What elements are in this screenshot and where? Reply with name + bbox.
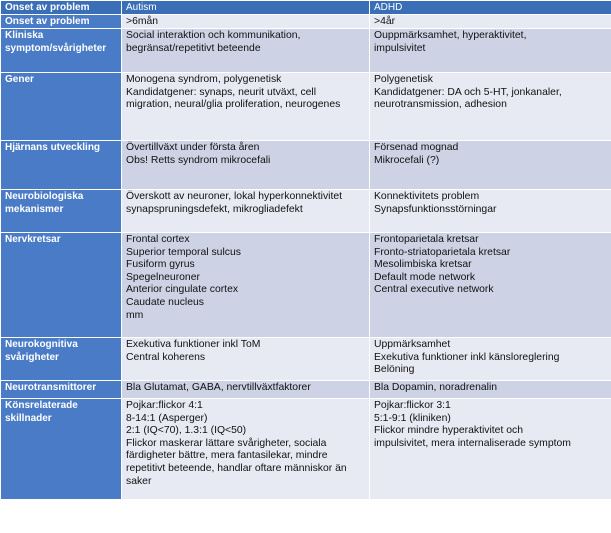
autism-line: Central koherens	[126, 351, 206, 363]
table-row	[1, 141, 611, 190]
row-label-line: Könsrelaterade	[5, 400, 78, 412]
adhd-line: Flickor mindre hyperaktivitet och	[374, 425, 523, 437]
table-row	[1, 338, 611, 381]
header-label: Onset av problem	[5, 2, 90, 13]
adhd-cell	[370, 190, 611, 233]
autism-line: Frontal cortex	[126, 234, 190, 246]
autism-line: Social interaktion och kommunikation,	[126, 30, 301, 42]
adhd-line: Uppmärksamhet	[374, 339, 451, 351]
row-label-line: Neurotransmittorer	[5, 382, 97, 394]
table-row	[1, 14, 611, 29]
header-adhd-cell	[370, 1, 611, 15]
autism-line: Kandidatgener: synaps, neurit utväxt, cell	[126, 86, 317, 98]
autism-line: Bla Glutamat, GABA, nervtillväxtfaktorer	[126, 382, 311, 394]
adhd-cell	[370, 73, 611, 141]
autism-cell	[122, 73, 370, 141]
adhd-line: Fronto-striatoparietala kretsar	[374, 246, 511, 258]
autism-line: Övertillväxt under första åren	[126, 142, 260, 154]
autism-line: Obs! Retts syndrom mikrocefali	[126, 154, 271, 166]
autism-line: Pojkar:flickor 4:1	[126, 400, 203, 412]
row-label-line: Kliniska	[5, 30, 44, 42]
adhd-line: Synapsfunktionsstörningar	[374, 203, 497, 215]
autism-cell	[122, 399, 370, 500]
autism-line: saker	[126, 475, 152, 487]
adhd-line: impulsivitet	[374, 42, 426, 54]
autism-line: mm	[126, 309, 144, 321]
adhd-line: Konnektivitets problem	[374, 191, 480, 203]
adhd-line: Frontoparietala kretsar	[374, 234, 479, 246]
autism-line: Monogena syndrom, polygenetisk	[126, 74, 282, 86]
adhd-line: Central executive network	[374, 284, 494, 296]
row-label-line: Onset av problem	[5, 15, 90, 27]
autism-line: migration, neural/glia proliferation, neurogenes	[126, 99, 341, 111]
row-label-line: Nervkretsar	[5, 234, 61, 246]
adhd-cell	[370, 29, 611, 73]
autism-line: färdigheter bättre, mera fantasilekar, mindre	[126, 450, 328, 462]
autism-line: repetitivt beteende, handlar oftare människor än	[126, 463, 347, 475]
header-row	[1, 1, 611, 15]
row-label-line: Neurobiologiska	[5, 191, 84, 203]
column-header-adhd: ADHD	[374, 2, 403, 13]
adhd-line: Ouppmärksamhet, hyperaktivitet,	[374, 30, 527, 42]
autism-cell	[122, 233, 370, 338]
table-row	[1, 190, 611, 233]
row-label-line: skillnader	[5, 412, 52, 424]
adhd-line: Pojkar:flickor 3:1	[374, 400, 451, 412]
autism-line: Superior temporal sulcus	[126, 246, 241, 258]
autism-line: Fusiform gyrus	[126, 259, 195, 271]
autism-line: 2:1 (IQ<70), 1.3:1 (IQ<50)	[126, 425, 247, 437]
adhd-line: Kandidatgener: DA och 5-HT, jonkanaler,	[374, 86, 562, 98]
adhd-cell	[370, 141, 611, 190]
adhd-line: Exekutiva funktioner inkl känsloreglering	[374, 351, 560, 363]
adhd-cell	[370, 399, 611, 500]
autism-cell	[122, 29, 370, 73]
column-header-autism: Autism	[126, 2, 157, 13]
row-label-line: Hjärnans utveckling	[5, 142, 101, 154]
autism-cell	[122, 381, 370, 399]
header-autism-cell	[122, 1, 370, 15]
autism-line: Caudate nucleus	[126, 297, 204, 309]
row-label-cell	[1, 73, 122, 141]
autism-line: >6mån	[126, 15, 159, 27]
autism-line: synapspruningsdefekt, mikrogliadefekt	[126, 203, 303, 215]
adhd-line: Polygenetisk	[374, 74, 433, 86]
adhd-line: impulsivitet, mera internaliserade symptom	[374, 437, 571, 449]
autism-line: Flickor maskerar lättare svårigheter, sociala	[126, 437, 327, 449]
row-label-line: symptom/svårigheter	[5, 42, 107, 54]
autism-line: Exekutiva funktioner inkl ToM	[126, 339, 261, 351]
row-label-cell	[1, 190, 122, 233]
row-label-cell	[1, 14, 122, 29]
autism-line: Överskott av neuroner, lokal hyperkonnektivitet	[126, 191, 343, 203]
adhd-line: Mesolimbiska kretsar	[374, 259, 472, 271]
row-label-line: Gener	[5, 74, 34, 86]
row-label-cell	[1, 233, 122, 338]
table-row	[1, 233, 611, 338]
row-label-cell	[1, 399, 122, 500]
autism-line: Anterior cingulate cortex	[126, 284, 239, 296]
adhd-cell	[370, 338, 611, 381]
row-label-cell	[1, 338, 122, 381]
adhd-line: Mikrocefali (?)	[374, 154, 440, 166]
adhd-line: Default mode network	[374, 271, 476, 283]
row-label-line: mekanismer	[5, 203, 64, 215]
adhd-cell	[370, 233, 611, 338]
header-label-cell	[1, 1, 122, 15]
row-label-cell	[1, 381, 122, 399]
autism-line: Spegelneuroner	[126, 271, 200, 283]
table-row	[1, 29, 611, 73]
adhd-line: neurotransmission, adhesion	[374, 99, 507, 111]
row-label-line: Neurokognitiva	[5, 339, 78, 351]
adhd-line: Bla Dopamin, noradrenalin	[374, 382, 498, 394]
adhd-line: >4år	[374, 15, 396, 27]
row-label-line: svårigheter	[5, 351, 59, 363]
table-row	[1, 381, 611, 399]
row-label-cell	[1, 29, 122, 73]
autism-cell	[122, 190, 370, 233]
adhd-line: 5:1-9:1 (kliniken)	[374, 412, 451, 424]
autism-line: begränsat/repetitivt beteende	[126, 42, 261, 54]
adhd-line: Belöning	[374, 364, 415, 376]
adhd-cell	[370, 381, 611, 399]
autism-line: 8-14:1 (Asperger)	[126, 412, 208, 424]
table-row	[1, 73, 611, 141]
autism-cell	[122, 141, 370, 190]
adhd-line: Försenad mognad	[374, 142, 459, 154]
row-label-cell	[1, 141, 122, 190]
autism-cell	[122, 338, 370, 381]
table-row	[1, 399, 611, 500]
adhd-cell	[370, 14, 611, 29]
autism-cell	[122, 14, 370, 29]
